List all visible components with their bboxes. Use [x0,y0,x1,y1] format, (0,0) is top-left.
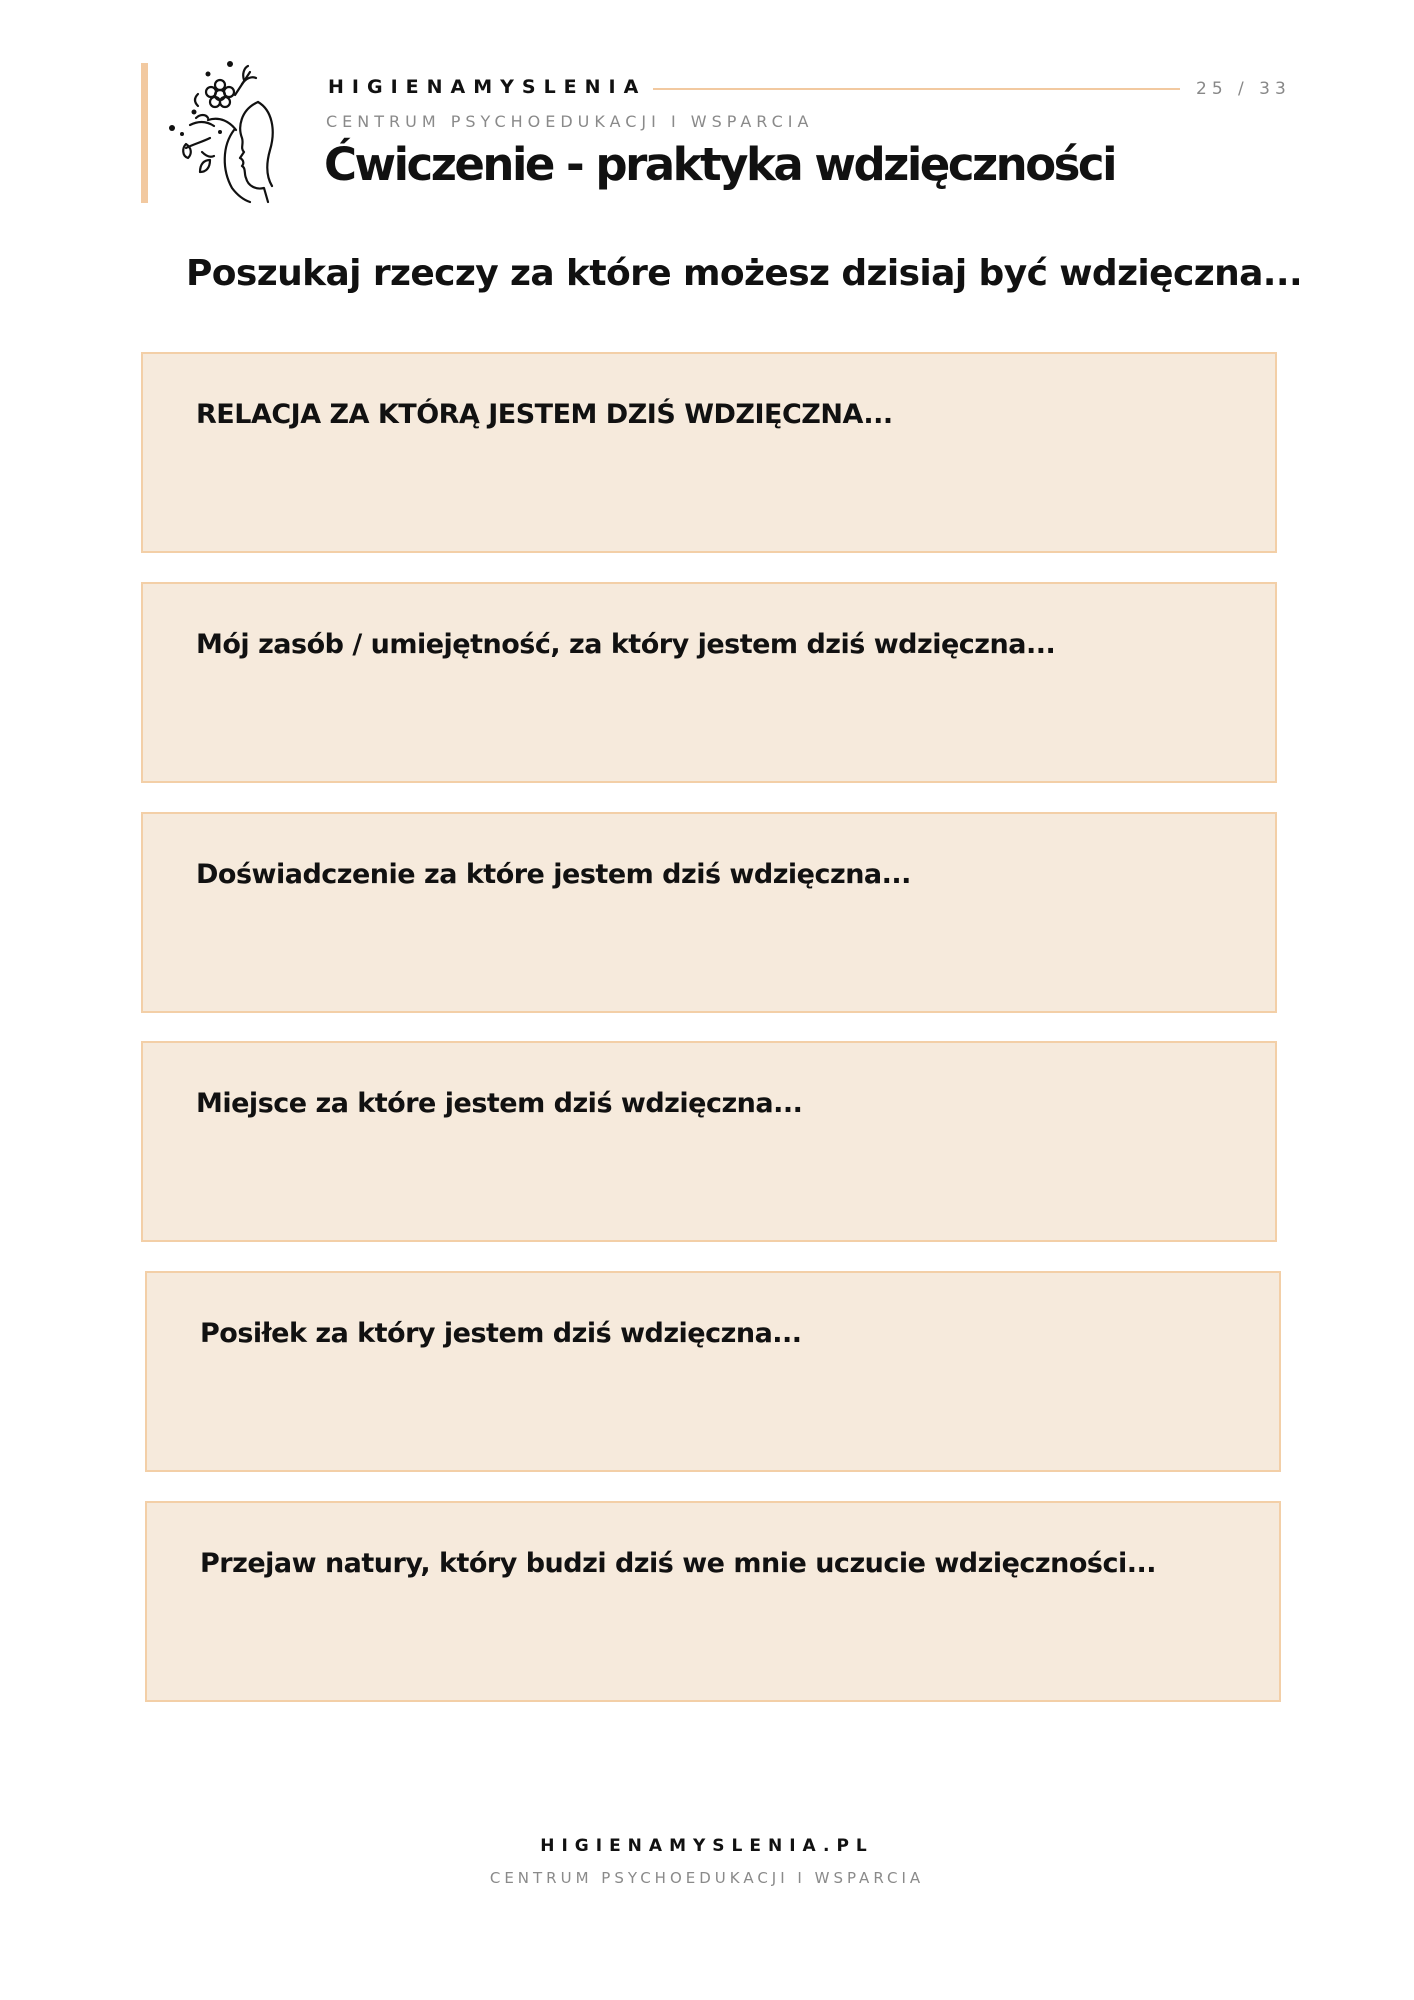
exercise-instruction: Poszukaj rzeczy za które możesz dzisiaj być wdzięczna... [186,253,1303,294]
page-number: 25 / 33 [1196,79,1291,99]
brand-subtitle: CENTRUM PSYCHOEDUKACJI I WSPARCIA [326,112,814,131]
prompt-box-nature[interactable] [145,1501,1281,1702]
prompt-label: Mój zasób / umiejętność, za który jestem dziś wdzięczna... [196,629,1056,660]
woman-profile-with-flowers-icon [160,60,290,205]
prompt-label: Przejaw natury, który budzi dziś we mnie uczucie wdzięczności... [200,1548,1156,1579]
footer-website: HIGIENAMYSLENIA.PL [540,1836,874,1856]
prompt-box-relationship[interactable] [141,352,1277,553]
prompt-box-experience[interactable] [141,812,1277,1013]
header-accent-bar [141,63,148,203]
prompt-box-resource[interactable] [141,582,1277,783]
page-title: Ćwiczenie - praktyka wdzięczności [324,138,1116,191]
header-divider [653,88,1180,90]
prompt-label: RELACJA ZA KTÓRĄ JESTEM DZIŚ WDZIĘCZNA... [196,399,893,430]
prompt-label: Doświadczenie za które jestem dziś wdzięczna... [196,859,911,890]
prompt-label: Miejsce za które jestem dziś wdzięczna... [196,1088,803,1119]
prompt-box-place[interactable] [141,1041,1277,1242]
brand-name: HIGIENAMYSLENIA [328,76,647,98]
prompt-label: Posiłek za który jestem dziś wdzięczna... [200,1318,802,1349]
prompt-box-meal[interactable] [145,1271,1281,1472]
footer-tagline: CENTRUM PSYCHOEDUKACJI I WSPARCIA [489,1869,925,1887]
